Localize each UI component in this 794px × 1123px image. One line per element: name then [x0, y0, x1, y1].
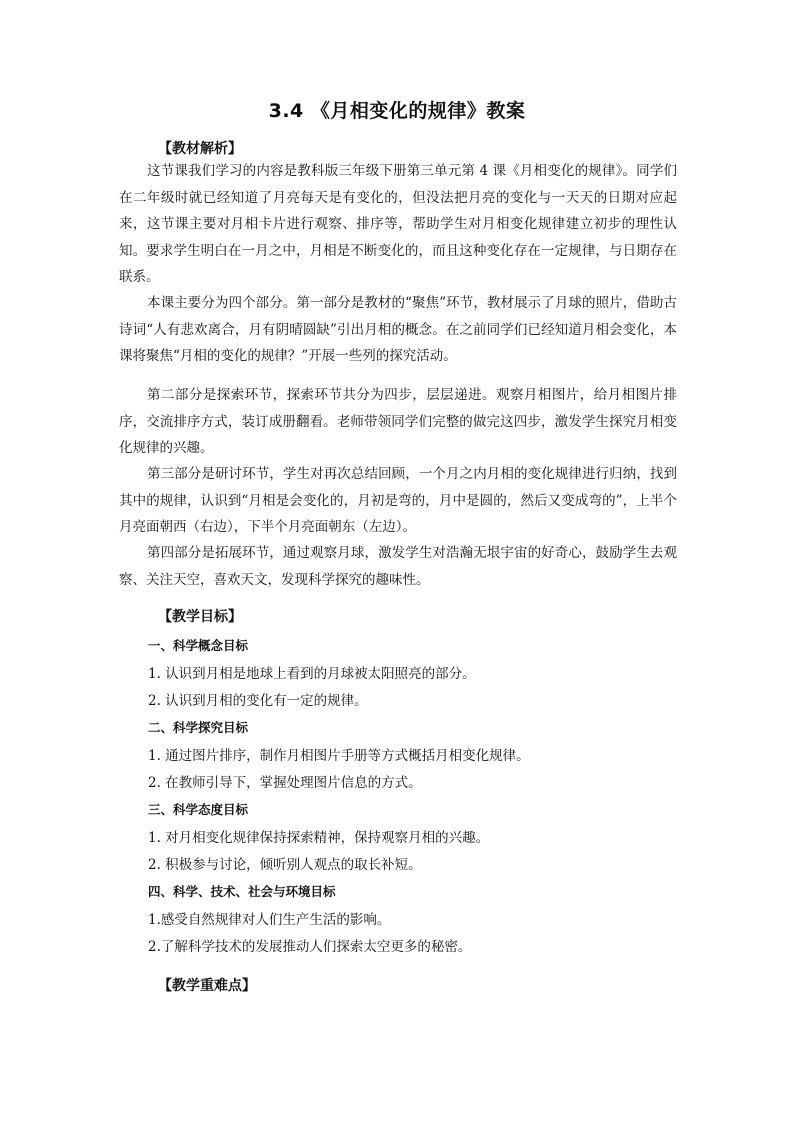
- goal-group-title: 一、科学概念目标: [148, 638, 249, 653]
- goal-group-title: 四、科学、技术、社会与环境目标: [148, 884, 336, 899]
- section-heading-analysis: 【教材解析】: [158, 141, 242, 157]
- analysis-paragraph-1: 这节课我们学习的内容是教科版三年级下册第三单元第 4 课《月相变化的规律》。同学们在二年级时就已经知道了月亮每天是有变化的，但没法把月亮的变化与一天天的日期对应起来，这节课主要对月相卡片进行观察、排序等，帮助学生对月相变化规律建立初步的理性认知。要求学生明白在一月之中，月相是不断变化的，而且这种变化存在一定规律，与日期存在联系。: [119, 163, 677, 285]
- goal-item: 1. 对月相变化规律保持探索精神，保持观察月相的兴趣。: [148, 830, 490, 846]
- goal-group-title: 三、科学态度目标: [148, 802, 249, 817]
- goal-item: 1.感受自然规律对人们生产生活的影响。: [148, 912, 391, 928]
- section-heading-difficulty: 【教学重难点】: [158, 978, 256, 994]
- analysis-paragraph-2: 本课主要分为四个部分。第一部分是教材的“聚焦”环节，教材展示了月球的照片，借助古诗词“人有悲欢离合，月有阴晴圆缺”引出月相的概念。在之前同学们已经知道月相会变化，本课将聚焦“月相的变化的规律？”开展一些列的探究活动。: [119, 295, 677, 364]
- goal-item: 2. 认识到月相的变化有一定的规律。: [148, 693, 368, 709]
- section-heading-goals: 【教学目标】: [158, 609, 242, 625]
- analysis-paragraph-4: 第三部分是研讨环节，学生对再次总结回顾，一个月之内月相的变化规律进行归纳，找到其中的规律，认识到“月相是会变化的，月初是弯的，月中是圆的，然后又变成弯的”，上半个月亮面朝西（右边），下半个月亮面朝东（左边）。: [119, 466, 677, 535]
- goal-group-title: 二、科学探究目标: [148, 720, 249, 735]
- analysis-paragraph-5: 第四部分是拓展环节，通过观察月球，激发学生对浩瀚无垠宇宙的好奇心，鼓励学生去观察、关注天空，喜欢天文，发现科学探究的趣味性。: [119, 545, 677, 588]
- goal-item: 1. 认识到月相是地球上看到的月球被太阳照亮的部分。: [148, 666, 476, 682]
- goal-item: 2. 在教师引导下，掌握处理图片信息的方式。: [148, 775, 422, 791]
- goal-item: 2.了解科学技术的发展推动人们探索太空更多的秘密。: [148, 939, 472, 955]
- analysis-paragraph-3: 第二部分是探索环节，探索环节共分为四步，层层递进。观察月相图片，给月相图片排序，交流排序方式，装订成册翻看。老师带领同学们完整的做完这四步，激发学生探究月相变化规律的兴趣。: [119, 387, 677, 456]
- goal-item: 2. 积极参与讨论，倾听别人观点的取长补短。: [148, 857, 422, 873]
- document-title: 3.4 《月相变化的规律》教案: [268, 100, 526, 122]
- goal-item: 1. 通过图片排序，制作月相图片手册等方式概括月相变化规律。: [148, 748, 530, 764]
